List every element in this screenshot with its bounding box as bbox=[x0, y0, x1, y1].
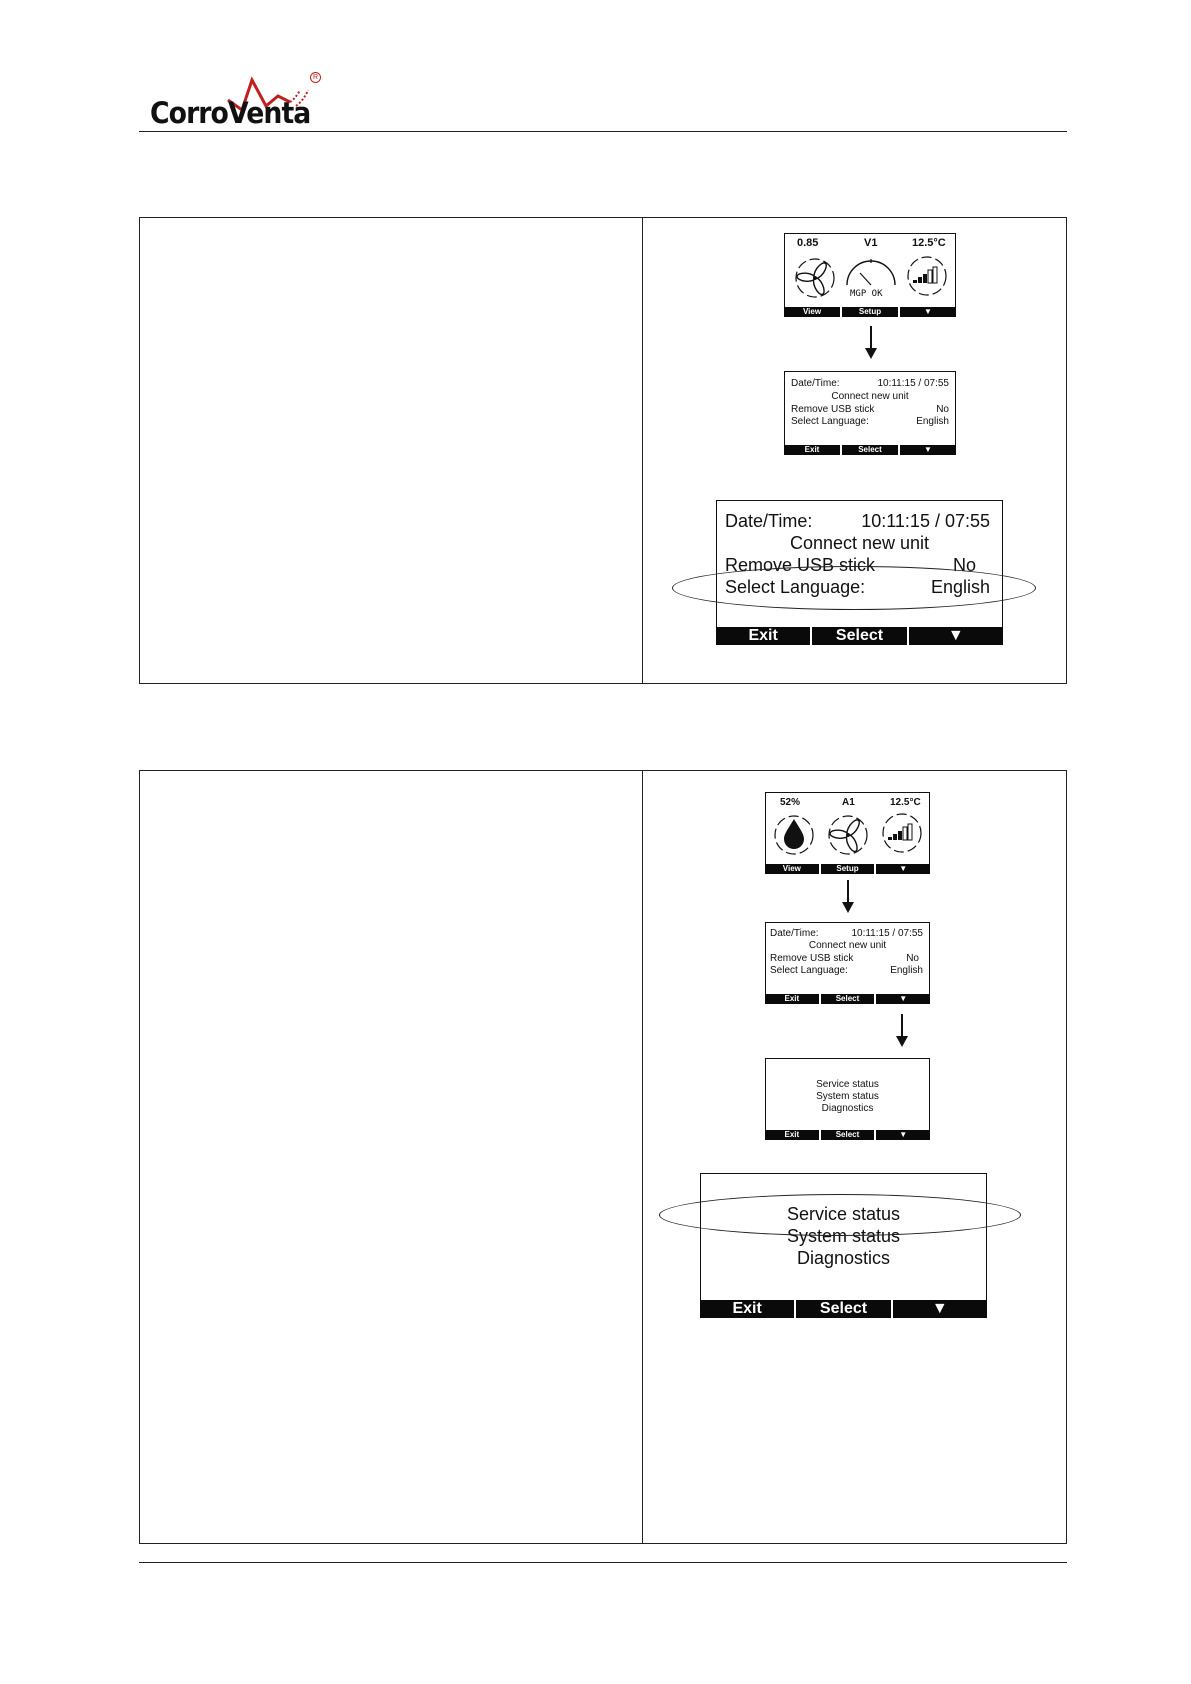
datetime-value: 10:11:15 / 07:55 bbox=[877, 378, 949, 389]
connect-new-unit[interactable]: Connect new unit bbox=[808, 940, 887, 951]
lcd-status-menu-small bbox=[765, 1058, 930, 1140]
select-language-label[interactable]: Select Language: bbox=[725, 577, 866, 597]
highlight-ellipse bbox=[672, 566, 1036, 610]
softkey-exit[interactable]: Exit bbox=[784, 445, 842, 455]
lcd-home-screen-2 bbox=[765, 792, 930, 874]
softkey-select[interactable]: Select bbox=[812, 627, 908, 645]
softkey-down[interactable]: ▼ bbox=[931, 1300, 948, 1317]
softkey-down[interactable]: ▼ bbox=[924, 307, 932, 316]
diagnostics-item[interactable]: Diagnostics bbox=[821, 1103, 874, 1114]
remove-usb-label: Remove USB stick bbox=[770, 953, 854, 964]
remove-usb-label: Remove USB stick bbox=[725, 555, 876, 575]
softkey-bar bbox=[700, 1300, 987, 1318]
softkey-bar bbox=[765, 864, 930, 874]
select-language-value: English bbox=[890, 965, 923, 976]
softkey-select[interactable]: Select bbox=[821, 994, 877, 1004]
softkey-view[interactable]: View bbox=[784, 307, 842, 317]
mode-value: A1 bbox=[842, 797, 855, 808]
gauge-icon bbox=[844, 253, 898, 289]
remove-usb-value: No bbox=[906, 953, 919, 964]
temperature-value: 12.5°C bbox=[912, 237, 946, 249]
lcd-home-screen-1 bbox=[784, 233, 956, 317]
softkey-down[interactable]: ▼ bbox=[899, 1130, 908, 1139]
service-status-item[interactable]: Service status bbox=[786, 1204, 901, 1224]
footer-rule bbox=[139, 1562, 1067, 1563]
mode-value: V1 bbox=[864, 237, 878, 249]
softkey-exit[interactable]: Exit bbox=[700, 1300, 796, 1318]
gauge-status-label: MGP OK bbox=[850, 289, 883, 299]
softkey-bar bbox=[784, 307, 956, 317]
fan-speed-value: 0.85 bbox=[797, 237, 819, 249]
remove-usb-label: Remove USB stick bbox=[791, 404, 875, 415]
arrow-down-icon bbox=[864, 326, 878, 360]
connect-new-unit[interactable]: Connect new unit bbox=[831, 391, 909, 402]
softkey-down[interactable]: ▼ bbox=[899, 994, 908, 1003]
temperature-value: 12.5°C bbox=[890, 797, 921, 808]
system-status-item[interactable]: System status bbox=[786, 1226, 901, 1246]
softkey-setup[interactable]: Setup bbox=[842, 307, 900, 317]
datetime-value: 10:11:15 / 07:55 bbox=[861, 511, 990, 531]
softkey-exit[interactable]: Exit bbox=[765, 994, 821, 1004]
corroventa-logo bbox=[150, 70, 325, 130]
signal-level-icon bbox=[880, 813, 926, 853]
softkey-select[interactable]: Select bbox=[842, 445, 900, 455]
lcd-setup-menu-small-1 bbox=[784, 371, 956, 455]
arrow-down-icon bbox=[841, 880, 855, 914]
datetime-label: Date/Time: bbox=[770, 928, 819, 939]
softkey-exit[interactable]: Exit bbox=[716, 627, 812, 645]
select-language-value: English bbox=[930, 577, 990, 597]
humidity-value: 52% bbox=[780, 797, 801, 808]
registered-mark: R bbox=[310, 72, 321, 83]
remove-usb-value: No bbox=[936, 404, 949, 415]
datetime-label: Date/Time: bbox=[791, 378, 840, 389]
softkey-exit[interactable]: Exit bbox=[765, 1130, 821, 1140]
softkey-bar bbox=[765, 1130, 930, 1140]
softkey-view[interactable]: View bbox=[765, 864, 821, 874]
fan-icon bbox=[793, 256, 837, 300]
lcd-setup-menu-small-2 bbox=[765, 922, 930, 1004]
softkey-select[interactable]: Select bbox=[796, 1300, 892, 1318]
connect-new-unit[interactable]: Connect new unit bbox=[789, 533, 930, 553]
softkey-down[interactable]: ▼ bbox=[899, 864, 908, 873]
panel-divider bbox=[642, 771, 643, 1543]
signal-level-icon bbox=[905, 256, 951, 296]
softkey-down[interactable]: ▼ bbox=[947, 627, 964, 644]
select-language-label: Select Language: bbox=[791, 416, 869, 427]
instruction-panel-2 bbox=[139, 770, 1067, 1544]
logo-text: CorroVenta bbox=[150, 96, 311, 130]
softkey-down[interactable]: ▼ bbox=[924, 445, 932, 454]
select-language-value: English bbox=[916, 416, 949, 427]
water-drop-icon bbox=[772, 813, 816, 857]
softkey-bar bbox=[784, 445, 956, 455]
panel-divider bbox=[642, 218, 643, 683]
highlight-ellipse bbox=[659, 1194, 1021, 1236]
diagnostics-item[interactable]: Diagnostics bbox=[796, 1248, 891, 1268]
softkey-bar bbox=[765, 994, 930, 1004]
datetime-label: Date/Time: bbox=[725, 511, 813, 531]
softkey-bar bbox=[716, 627, 1003, 645]
arrow-down-icon bbox=[895, 1014, 909, 1048]
remove-usb-value: No bbox=[952, 555, 976, 575]
header-rule bbox=[139, 131, 1067, 132]
select-language-label: Select Language: bbox=[770, 965, 848, 976]
softkey-setup[interactable]: Setup bbox=[821, 864, 877, 874]
service-status-item[interactable]: Service status bbox=[816, 1079, 879, 1090]
datetime-value: 10:11:15 / 07:55 bbox=[851, 928, 923, 939]
softkey-select[interactable]: Select bbox=[821, 1130, 877, 1140]
system-status-item[interactable]: System status bbox=[816, 1091, 879, 1102]
fan-icon bbox=[826, 813, 870, 857]
